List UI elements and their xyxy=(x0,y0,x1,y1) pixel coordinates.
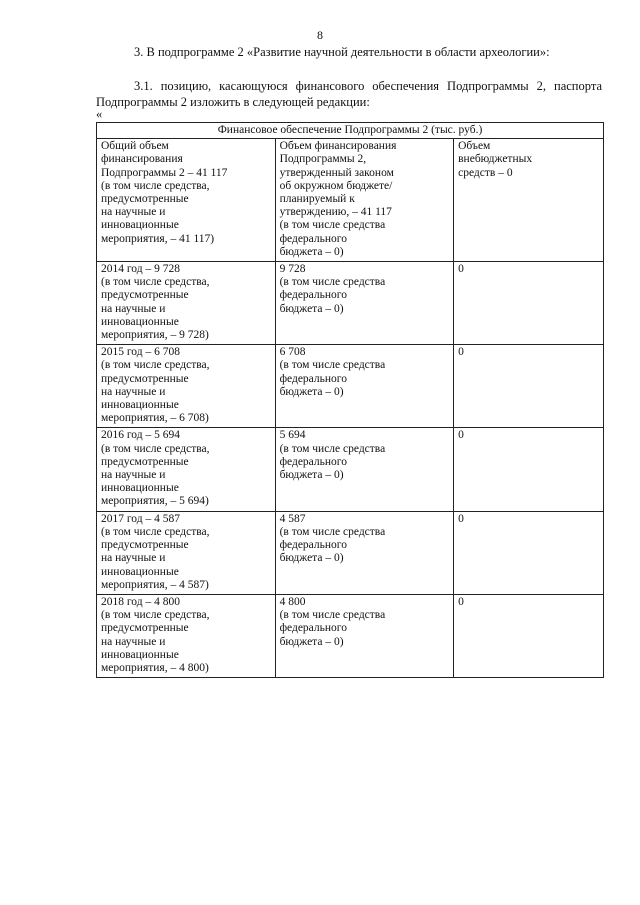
cell-line: мероприятия, – 5 694) xyxy=(101,495,209,508)
cell-line: Подпрограммы 2 – 41 117 xyxy=(101,166,228,179)
cell-line: (в том числе средства, xyxy=(101,179,210,192)
cell-line: (в том числе средства xyxy=(279,609,386,622)
cell-line: (в том числе средства xyxy=(279,219,386,232)
intro-paragraph-2: 3.1. позицию, касающуюся финансового обеспечения Подпрограммы 2, паспорта Подпрограммы 2 изложить в следующей редакции: xyxy=(96,79,602,109)
year-extrabudgetary-cell xyxy=(454,428,604,511)
financing-table xyxy=(96,122,604,678)
cell-line: финансирования xyxy=(101,153,183,166)
cell-line: (в том числе средства, xyxy=(101,525,210,538)
cell-line: 6 708 xyxy=(279,346,306,359)
cell-line: 4 587 xyxy=(279,512,306,525)
cell-line: федерального xyxy=(279,455,347,468)
year-budget-cell xyxy=(275,262,454,345)
cell-line: бюджета – 0) xyxy=(279,245,344,258)
cell-line: предусмотренные xyxy=(101,193,189,206)
cell-line: мероприятия, – 41 117) xyxy=(101,232,215,245)
year-extrabudgetary-cell xyxy=(454,345,604,428)
header-extrabudgetary xyxy=(454,139,604,262)
cell-line: 2016 год – 5 694 xyxy=(101,429,180,442)
cell-line: бюджета – 0) xyxy=(279,552,344,565)
cell-line: бюджета – 0) xyxy=(279,385,344,398)
cell-line: об окружном бюджете/ xyxy=(279,179,393,192)
cell-line: предусмотренные xyxy=(101,539,189,552)
year-budget-cell xyxy=(275,345,454,428)
cell-line: Общий объем xyxy=(101,140,169,153)
cell-line: федерального xyxy=(279,289,347,302)
cell-line: мероприятия, – 6 708) xyxy=(101,412,209,425)
cell-line: утверждению, – 41 117 xyxy=(279,206,392,219)
cell-line: Объем финансирования xyxy=(279,140,397,153)
cell-line: 2014 год – 9 728 xyxy=(101,263,180,276)
cell-line: бюджета – 0) xyxy=(279,469,344,482)
cell-line: 2017 год – 4 587 xyxy=(101,512,180,525)
cell-line: бюджета – 0) xyxy=(279,635,344,648)
cell-line: на научные и xyxy=(101,206,166,219)
header-budget-financing xyxy=(275,139,454,262)
cell-line: Подпрограммы 2, xyxy=(279,153,367,166)
year-budget-cell xyxy=(275,428,454,511)
cell-line: инновационные xyxy=(101,648,179,661)
header-total-financing xyxy=(97,139,276,262)
cell-line: 9 728 xyxy=(279,263,306,276)
cell-line: Объем xyxy=(458,140,491,153)
cell-line: федерального xyxy=(279,232,347,245)
cell-line: 4 800 xyxy=(279,595,306,608)
cell-line: 0 xyxy=(458,346,464,359)
cell-line: на научные и xyxy=(101,635,166,648)
cell-line: предусмотренные xyxy=(101,455,189,468)
table-body xyxy=(97,262,604,678)
cell-line: предусмотренные xyxy=(101,372,189,385)
table-row xyxy=(97,262,604,345)
cell-line: 0 xyxy=(458,595,464,608)
cell-line: (в том числе средства xyxy=(279,525,386,538)
table-header-row xyxy=(97,139,604,262)
intro-paragraph-1: 3. В подпрограмме 2 «Развитие научной деятельности в области археологии»: xyxy=(134,45,550,59)
cell-line: предусмотренные xyxy=(101,622,189,635)
cell-line: (в том числе средства, xyxy=(101,609,210,622)
year-total-cell xyxy=(97,594,276,677)
cell-line: (в том числе средства, xyxy=(101,276,210,289)
cell-line: мероприятия, – 4 800) xyxy=(101,661,209,674)
year-extrabudgetary-cell xyxy=(454,511,604,594)
table-caption: Финансовое обеспечение Подпрограммы 2 (тыс. руб.) xyxy=(97,123,604,139)
cell-line: (в том числе средства, xyxy=(101,442,210,455)
cell-line: инновационные xyxy=(101,565,179,578)
cell-line: средств – 0 xyxy=(458,166,513,179)
table-caption-row xyxy=(97,123,604,139)
cell-line: 2015 год – 6 708 xyxy=(101,346,180,359)
cell-line: федерального xyxy=(279,372,347,385)
opening-quote-mark: « xyxy=(96,107,103,121)
table-row xyxy=(97,428,604,511)
cell-line: на научные и xyxy=(101,302,166,315)
table-row xyxy=(97,594,604,677)
table-row xyxy=(97,511,604,594)
cell-line: 0 xyxy=(458,429,464,442)
cell-line: мероприятия, – 9 728) xyxy=(101,329,209,342)
cell-line: на научные и xyxy=(101,469,166,482)
cell-line: федерального xyxy=(279,622,347,635)
page-number: 8 xyxy=(317,28,323,42)
cell-line: 2018 год – 4 800 xyxy=(101,595,180,608)
cell-line: планируемый к xyxy=(279,193,355,206)
year-total-cell xyxy=(97,345,276,428)
cell-line: на научные и xyxy=(101,552,166,565)
cell-line: на научные и xyxy=(101,385,166,398)
year-total-cell xyxy=(97,262,276,345)
cell-line: инновационные xyxy=(101,315,179,328)
cell-line: инновационные xyxy=(101,482,179,495)
cell-line: утвержденный законом xyxy=(279,166,394,179)
year-extrabudgetary-cell xyxy=(454,594,604,677)
cell-line: мероприятия, – 4 587) xyxy=(101,578,209,591)
year-budget-cell xyxy=(275,511,454,594)
cell-line: 0 xyxy=(458,263,464,276)
cell-line: внебюджетных xyxy=(458,153,533,166)
cell-line: 0 xyxy=(458,512,464,525)
year-extrabudgetary-cell xyxy=(454,262,604,345)
cell-line: федерального xyxy=(279,539,347,552)
cell-line: предусмотренные xyxy=(101,289,189,302)
cell-line: (в том числе средства xyxy=(279,442,386,455)
cell-line: инновационные xyxy=(101,399,179,412)
year-total-cell xyxy=(97,428,276,511)
cell-line: 5 694 xyxy=(279,429,306,442)
year-budget-cell xyxy=(275,594,454,677)
cell-line: (в том числе средства xyxy=(279,276,386,289)
year-total-cell xyxy=(97,511,276,594)
cell-line: (в том числе средства xyxy=(279,359,386,372)
cell-line: (в том числе средства, xyxy=(101,359,210,372)
table-row xyxy=(97,345,604,428)
cell-line: бюджета – 0) xyxy=(279,302,344,315)
cell-line: инновационные xyxy=(101,219,179,232)
